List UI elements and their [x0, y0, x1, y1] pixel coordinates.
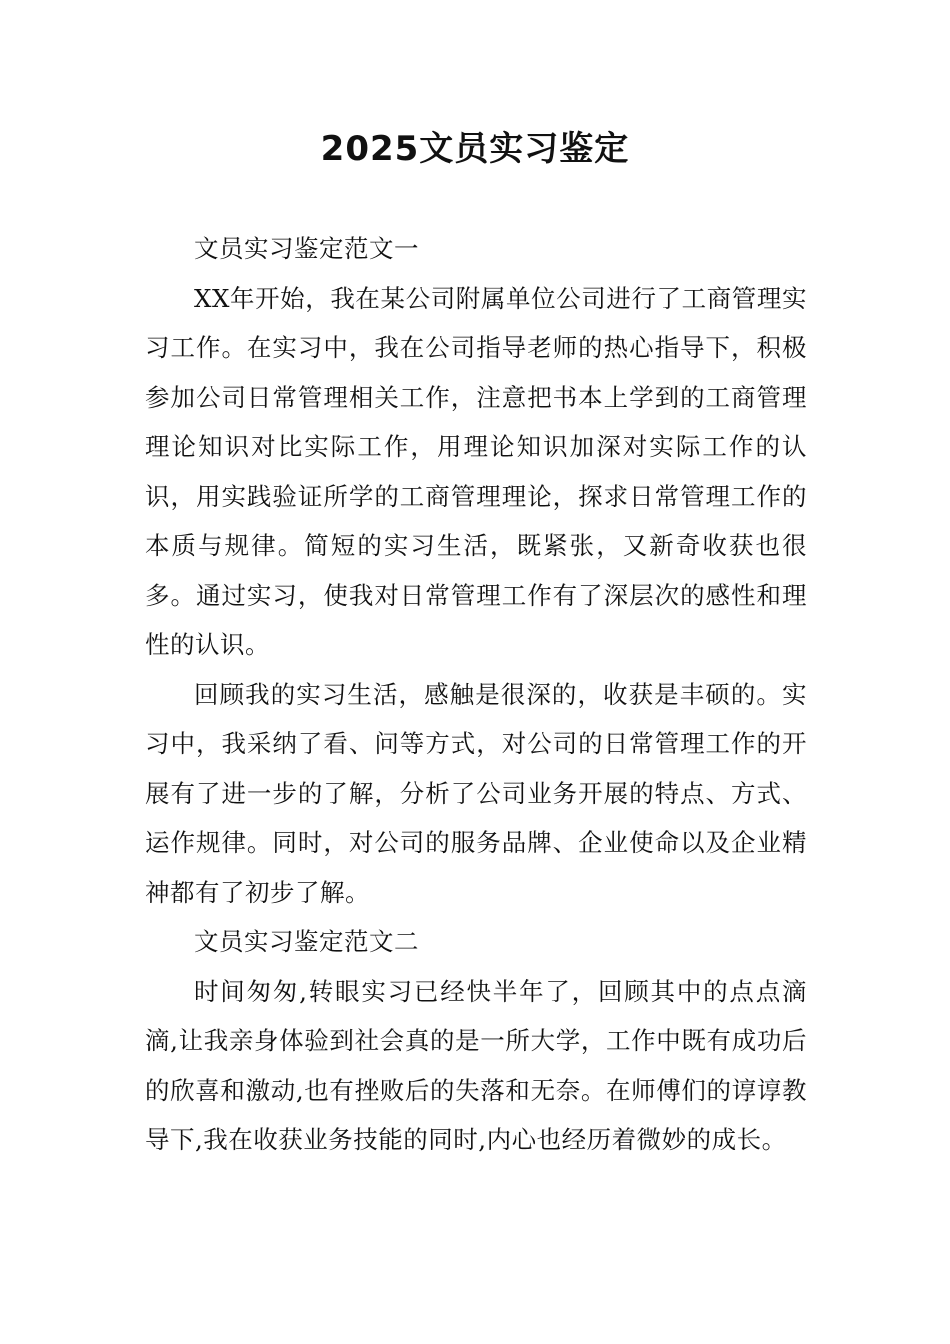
paragraph-1: XX年开始，我在某公司附属单位公司进行了工商管理实习工作。在实习中，我在公司指导老师的热心指导下，积极参加公司日常管理相关工作，注意把书本上学到的工商管理理论知识对比实际工作，用理论知识加深对实际工作的认识，用实践验证所学的工商管理理论，探求日常管理工作的本质与规律。简短的实习生活，既紧张，又新奇收获也很多。通过实习，使我对日常管理工作有了深层次的感性和理性的认识。: [145, 283, 807, 659]
document-body: [145, 224, 807, 1165]
paragraph-2: 回顾我的实习生活，感触是很深的，收获是丰硕的。实习中，我采纳了看、问等方式，对公司的日常管理工作的开展有了进一步的了解，分析了公司业务开展的特点、方式、运作规律。同时，对公司的服务品牌、企业使命以及企业精神都有了初步了解。: [145, 679, 807, 907]
section-heading-1: 文员实习鉴定范文一: [194, 234, 419, 263]
document-title: 2025文员实习鉴定: [320, 129, 630, 169]
section-heading-2: 文员实习鉴定范文二: [194, 927, 419, 956]
paragraph-3: 时间匆匆,转眼实习已经快半年了，回顾其中的点点滴滴,让我亲身体验到社会真的是一所大学，工作中既有成功后的欣喜和激动,也有挫败后的失落和无奈。在师傅们的谆谆教导下,我在收获业务技能的同时,内心也经历着微妙的成长。: [145, 976, 807, 1154]
